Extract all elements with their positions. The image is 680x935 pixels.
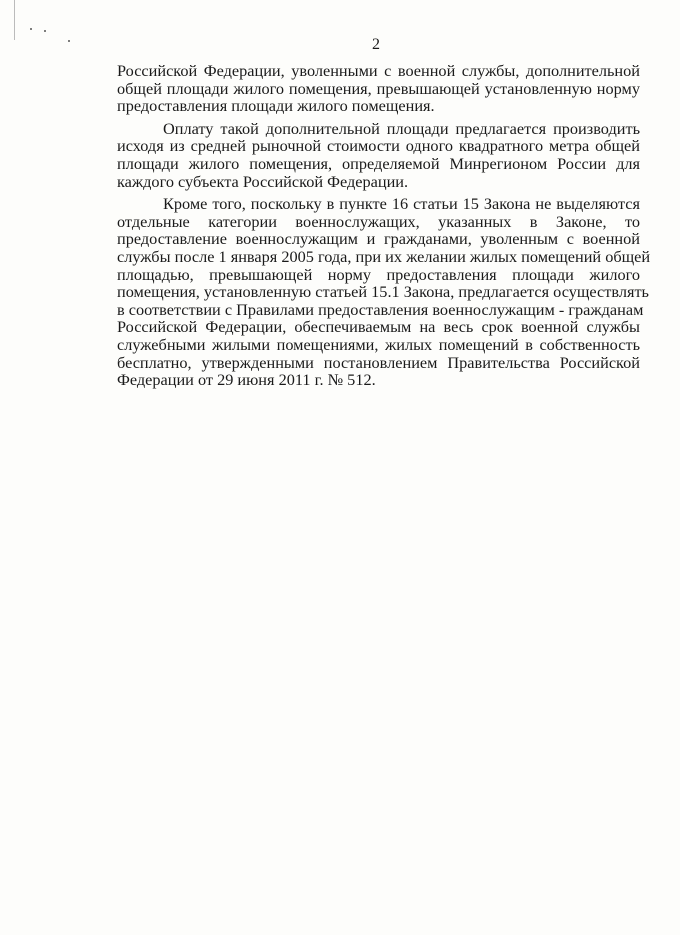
scan-speck	[44, 30, 46, 32]
text-line: площади жилого помещения, определяемой Минрегионом России для	[117, 153, 640, 173]
text-line: исходя из средней рыночной стоимости одного квадратного метра общей	[117, 136, 640, 156]
text-line: в соответствии с Правилами предоставления военнослужащим - гражданам	[117, 299, 644, 319]
text-line: Федерации от 29 июня 2011 г. № 512.	[117, 370, 376, 390]
text-line: Кроме того, поскольку в пункте 16 статьи 15 Закона не выделяются	[163, 194, 640, 214]
text-line: служебными жилыми помещениями, жилых помещений в собственность	[117, 334, 640, 354]
document-body	[117, 61, 651, 394]
text-line: Российской Федерации, обеспечиваемым на весь срок военной службы	[117, 317, 640, 337]
text-line: помещения, установленную статьей 15.1 Закона, предлагается осуществлять	[117, 282, 649, 302]
text-line: бесплатно, утвержденными постановлением Правительства Российской	[117, 352, 640, 372]
text-line: отдельные категории военнослужащих, указанных в Законе, то	[117, 211, 640, 231]
paragraph-3	[117, 194, 651, 390]
text-line: общей площади жилого помещения, превышающей установленную норму	[117, 78, 640, 98]
text-line: службы после 1 января 2005 года, при их желании жилых помещений общей	[117, 246, 651, 266]
scan-speck	[68, 40, 70, 42]
paragraph-1	[117, 62, 640, 115]
page-number: 2	[372, 36, 380, 53]
text-line: Оплату такой дополнительной площади предлагается производить	[163, 118, 640, 138]
text-line: Российской Федерации, уволенными с военной службы, дополнительной	[117, 61, 640, 80]
text-line: предоставления площади жилого помещения.	[117, 96, 435, 116]
text-line: предоставление военнослужащим и гражданами, уволенным с военной	[117, 229, 640, 249]
scan-speck	[30, 28, 32, 30]
text-line: каждого субъекта Российской Федерации.	[117, 171, 409, 191]
text-line: площадью, превышающей норму предоставления площади жилого	[117, 264, 640, 284]
scan-edge	[14, 0, 15, 40]
paragraph-2	[117, 120, 640, 190]
